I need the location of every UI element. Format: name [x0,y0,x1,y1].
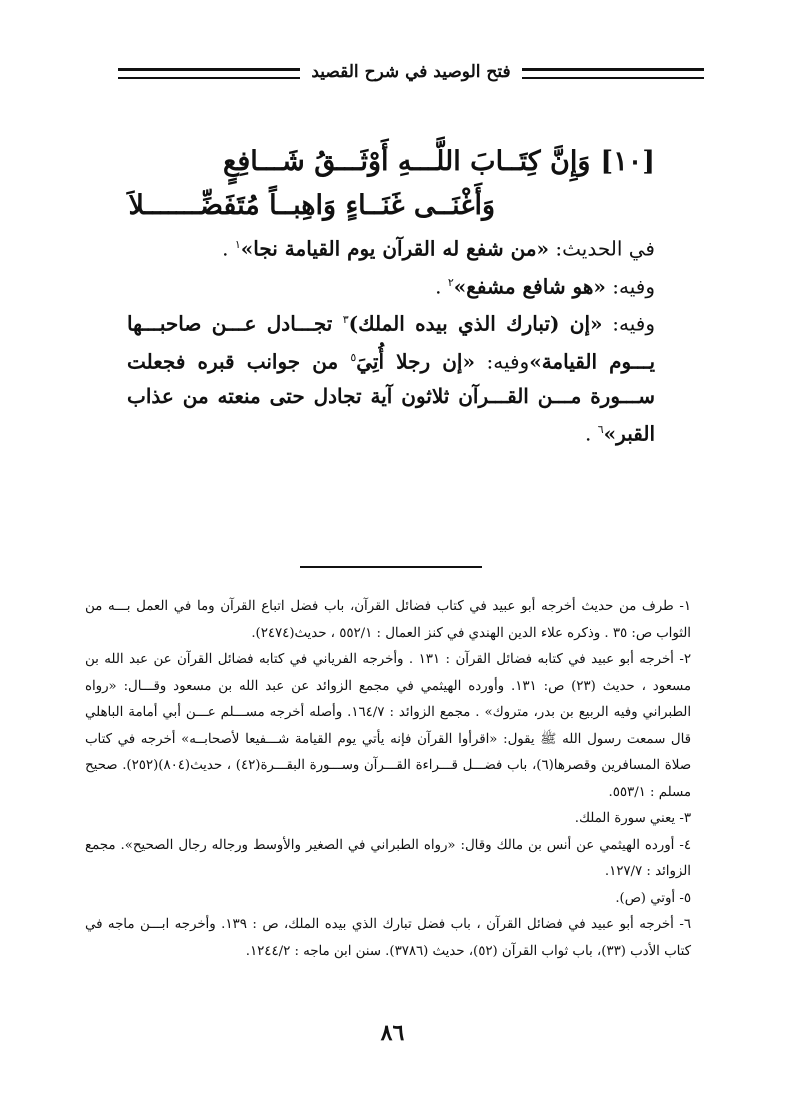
paragraph-prefix: وفيه: [612,274,655,299]
paragraph-prefix: في الحديث: [555,236,655,261]
paragraph-connector: وفيه: [486,349,530,374]
hadith-quote: «إن رجلا أُتِيَ [356,349,475,374]
paragraph-end: . [435,274,448,299]
commentary-text [127,228,655,450]
paragraph-end: . [585,421,598,446]
verse-number: [١٠] [600,146,655,177]
paragraph-prefix: وفيه: [612,311,655,336]
footnote-6: ٦- أخرجه أبو عبيد في فضائل القرآن ، باب فضل تبارك الذي بيده الملك، ص : ١٣٩. وأخرجه ابـــن ماجه في كتاب الأدب (٣٣)، باب ثواب القرآن (٥٢)، حديث (٣٧٨٦). سنن ابن ماجه : ١٢٤٤/٢. [85,917,691,959]
hadith-quote-continued: من جوانب قبره فجعلت ســـورة مـــن القـــرآن ثلاثون آية تجادل حتى منعته من عذاب القبر» [127,349,655,446]
footnote-ref: ٣ [342,313,349,327]
verse-second-hemistich: وَأَغْنَــى غَنَــاءٍ وَاهِبــاً مُتَفَضِّـــــــلاَ [128,190,495,221]
footnote-separator [300,566,482,568]
header-title: فتح الوصيد في شرح القصيد [303,62,518,82]
hadith-quote: «إن (تبارك الذي بيده الملك) [348,311,603,336]
footnote-3: ٣- يعني سورة الملك. [574,811,691,826]
footnote-5: ٥- أوتي (ص). [615,890,691,906]
footnote-ref: ١ [234,238,241,251]
paragraph-hadith-2 [127,266,655,304]
paragraph-end: . [222,236,235,261]
header-rule-right [522,68,704,79]
footnotes [85,594,691,965]
footnote-ref: ٥ [350,350,357,364]
paragraph-hadith-1 [127,228,655,266]
paragraph-hadith-3 [127,303,655,450]
running-header [118,56,704,88]
verse-first-hemistich [115,140,655,184]
footnote-ref: ٦ [597,422,604,436]
footnote-2: ٢- أخرجه أبو عبيد في كتابه فضائل القرآن : ١٣١ . وأخرجه الفرياني في كتابه فضائل القرآن عن عبد الله بن مسعود ، حديث (٢٣) ص: ١٣١. وأورده الهيثمي في مجمع الزوائد عن عبد الله بن مسعود وقـــال: «رواه الطبراني وفيه الربيع بن بدر، متروك» . مجمع الزوائد : ١٦٤/٧. وأصله أخرجه مســـلم عـــن أبي أمامة الباهلي قال سمعت رسول الله ﷺ يقول: «اقرأوا القرآن فإنه يأتي يوم القيامة شـــفيعا لأصحابــه» أخرجه في كتاب صلاة المسافرين وقصرها(٦)، باب فضـــل قـــراءة القـــرآن وســـورة البقـــرة(٤٢) ، حديث(٨٠٤)(٢٥٢). صحيح مسلم : ٥٥٣/١. [85,652,692,800]
hadith-quote: «هو شافع مشفع» [453,274,606,299]
footnote-1: ١- طرف من حديث أخرجه أبو عبيد في كتاب فضائل القرآن، باب فضل اتباع القرآن وما في العمل بـــه من الثواب ص: ٣٥ . وذكره علاء الدين الهندي في كنز العمال : ٥٥٢/١ ، حديث(٢٤٧٤). [85,599,691,641]
hadith-quote-continued: تجـــادل عـــن صاحبـــها يـــوم القيامة» [127,311,656,374]
footnote-ref: ٢ [447,275,454,289]
footnote-4: ٤- أورده الهيثمي عن أنس بن مالك وقال: «رواه الطبراني في الصغير والأوسط ورجاله رجال الصحيح». مجمع الزوائد : ١٢٧/٧. [85,837,691,879]
header-rule-left [118,68,300,79]
hadith-quote: «من شفع له القرآن يوم القيامة نجا» [240,236,550,261]
verse-line-1: وَإِنَّ كِتَــابَ اللَّـــهِ أَوْثَـــقُ شَـــافِعٍ [222,146,591,177]
poem-verse [115,140,655,228]
page-number: ٨٦ [380,1020,405,1046]
